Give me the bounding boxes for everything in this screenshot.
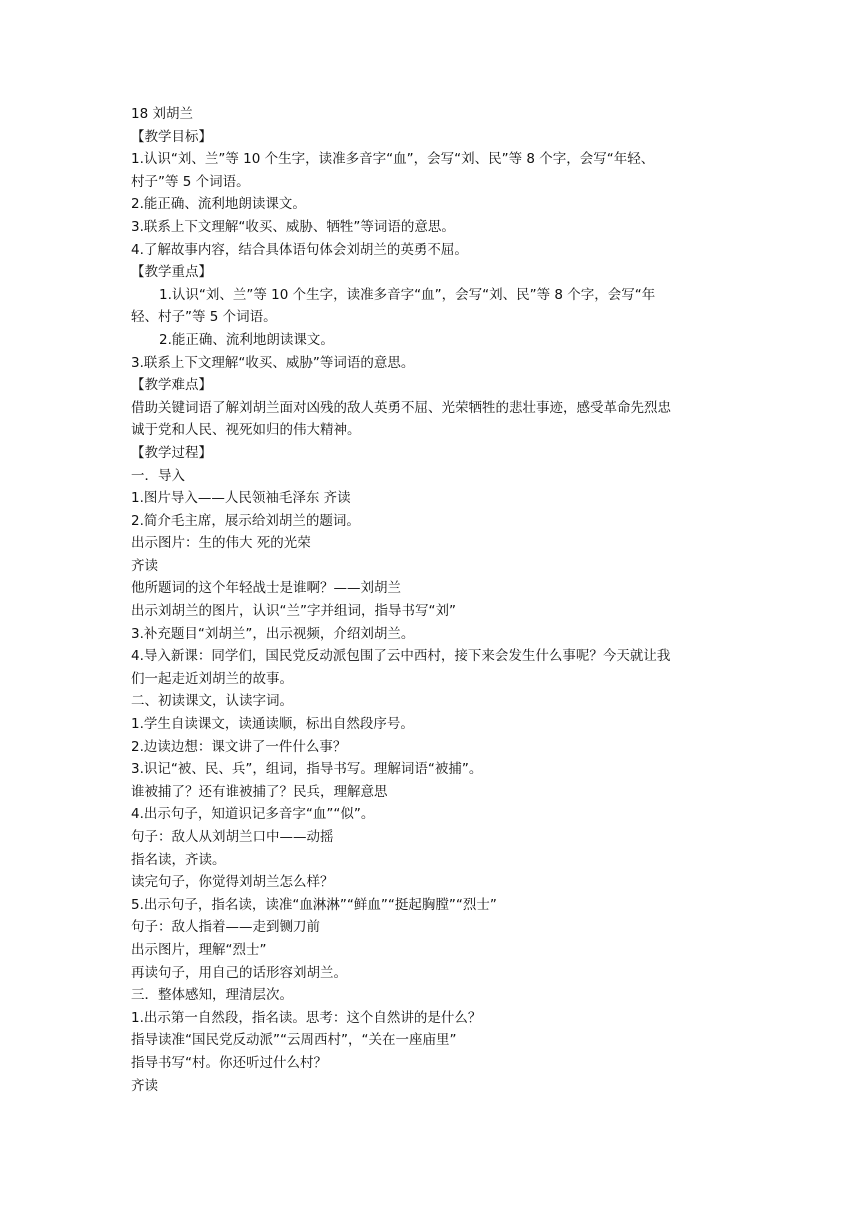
- text-line: 1.学生自读课文，读通读顺，标出自然段序号。: [131, 716, 414, 733]
- text-line: 1.认识“刘、兰”等 10 个生字，读准多音字“血”，会写“刘、民”等 8 个字，会写“年: [159, 286, 656, 303]
- text-line: 【教学难点】: [131, 377, 212, 394]
- text-line: 齐读: [131, 557, 158, 574]
- text-line: 出示图片：生的伟大 死的光荣: [131, 535, 311, 552]
- text-line: 指导读准“国民党反动派”“云周西村”，“关在一座庙里”: [131, 1032, 457, 1049]
- text-line: 4.出示句子，知道识记多音字“血”“似”。: [131, 806, 375, 823]
- text-line: 一．导入: [131, 467, 185, 484]
- text-line: 4.了解故事内容，结合具体语句体会刘胡兰的英勇不屈。: [131, 241, 468, 258]
- text-line: 【教学重点】: [131, 264, 212, 281]
- text-line: 指名读，齐读。: [131, 851, 226, 868]
- text-line: 2.能正确、流利地朗读课文。: [159, 331, 334, 348]
- text-line: 3.补充题目“刘胡兰”，出示视频，介绍刘胡兰。: [131, 625, 415, 642]
- text-line: 2.简介毛主席，展示给刘胡兰的题词。: [131, 512, 360, 529]
- text-line: 村子”等 5 个词语。: [131, 173, 250, 190]
- text-line: 3.联系上下文理解“收买、威胁、牺牲”等词语的意思。: [131, 218, 455, 235]
- text-line: 5.出示句子，指名读，读准“血淋淋”“鲜血”“挺起胸膛”“烈士”: [131, 896, 497, 913]
- text-line: 再读句子，用自己的话形容刘胡兰。: [131, 964, 347, 981]
- text-line: 轻、村子”等 5 个词语。: [131, 309, 277, 326]
- text-line: 2.边读边想：课文讲了一件什么事？: [131, 738, 347, 755]
- document-page: [131, 103, 741, 1097]
- text-line: 1.图片导入——人民领袖毛泽东 齐读: [131, 490, 351, 507]
- text-line: 出示图片，理解“烈士”: [131, 941, 267, 958]
- text-line: 他所题词的这个年轻战士是谁啊？——刘胡兰: [131, 580, 401, 597]
- text-line: 18 刘胡兰: [131, 106, 193, 122]
- text-line: 3.识记“被、民、兵”，组词，指导书写。理解词语“被捕”。: [131, 761, 483, 778]
- text-line: 1.认识“刘、兰”等 10 个生字，读准多音字“血”，会写“刘、民”等 8 个字，会写“年轻、: [131, 151, 655, 168]
- text-line: 3.联系上下文理解“收买、威胁”等词语的意思。: [131, 354, 415, 371]
- text-line: 三．整体感知，理清层次。: [131, 987, 293, 1004]
- text-line: 2.能正确、流利地朗读课文。: [131, 196, 306, 213]
- text-line: 句子：敌人指着——走到铡刀前: [131, 919, 320, 936]
- text-line: 二、初读课文，认读字词。: [131, 693, 293, 710]
- text-line: 齐读: [131, 1077, 158, 1094]
- text-line: 借助关键词语了解刘胡兰面对凶残的敌人英勇不屈、光荣牺牲的悲壮事迹，感受革命先烈忠: [131, 399, 671, 416]
- text-line: 诚于党和人民、视死如归的伟大精神。: [131, 422, 361, 439]
- text-line: 句子：敌人从刘胡兰口中——动摇: [131, 829, 334, 845]
- text-line: 指导书写“村。你还听过什么村？: [131, 1054, 327, 1071]
- text-line: 4.导入新课：同学们，国民党反动派包围了云中西村，接下来会发生什么事呢？今天就让我: [131, 648, 671, 665]
- text-line: 【教学目标】: [131, 128, 212, 145]
- text-line: 出示刘胡兰的图片，认识“兰”字并组词，指导书写“刘”: [131, 603, 456, 620]
- text-line: 【教学过程】: [131, 444, 212, 461]
- text-line: 1.出示第一自然段，指名读。思考：这个自然讲的是什么？: [131, 1009, 482, 1026]
- text-line: 们一起走近刘胡兰的故事。: [131, 670, 293, 687]
- text-line: 谁被捕了？还有谁被捕了？民兵，理解意思: [131, 783, 388, 800]
- text-line: 读完句子，你觉得刘胡兰怎么样？: [131, 874, 334, 891]
